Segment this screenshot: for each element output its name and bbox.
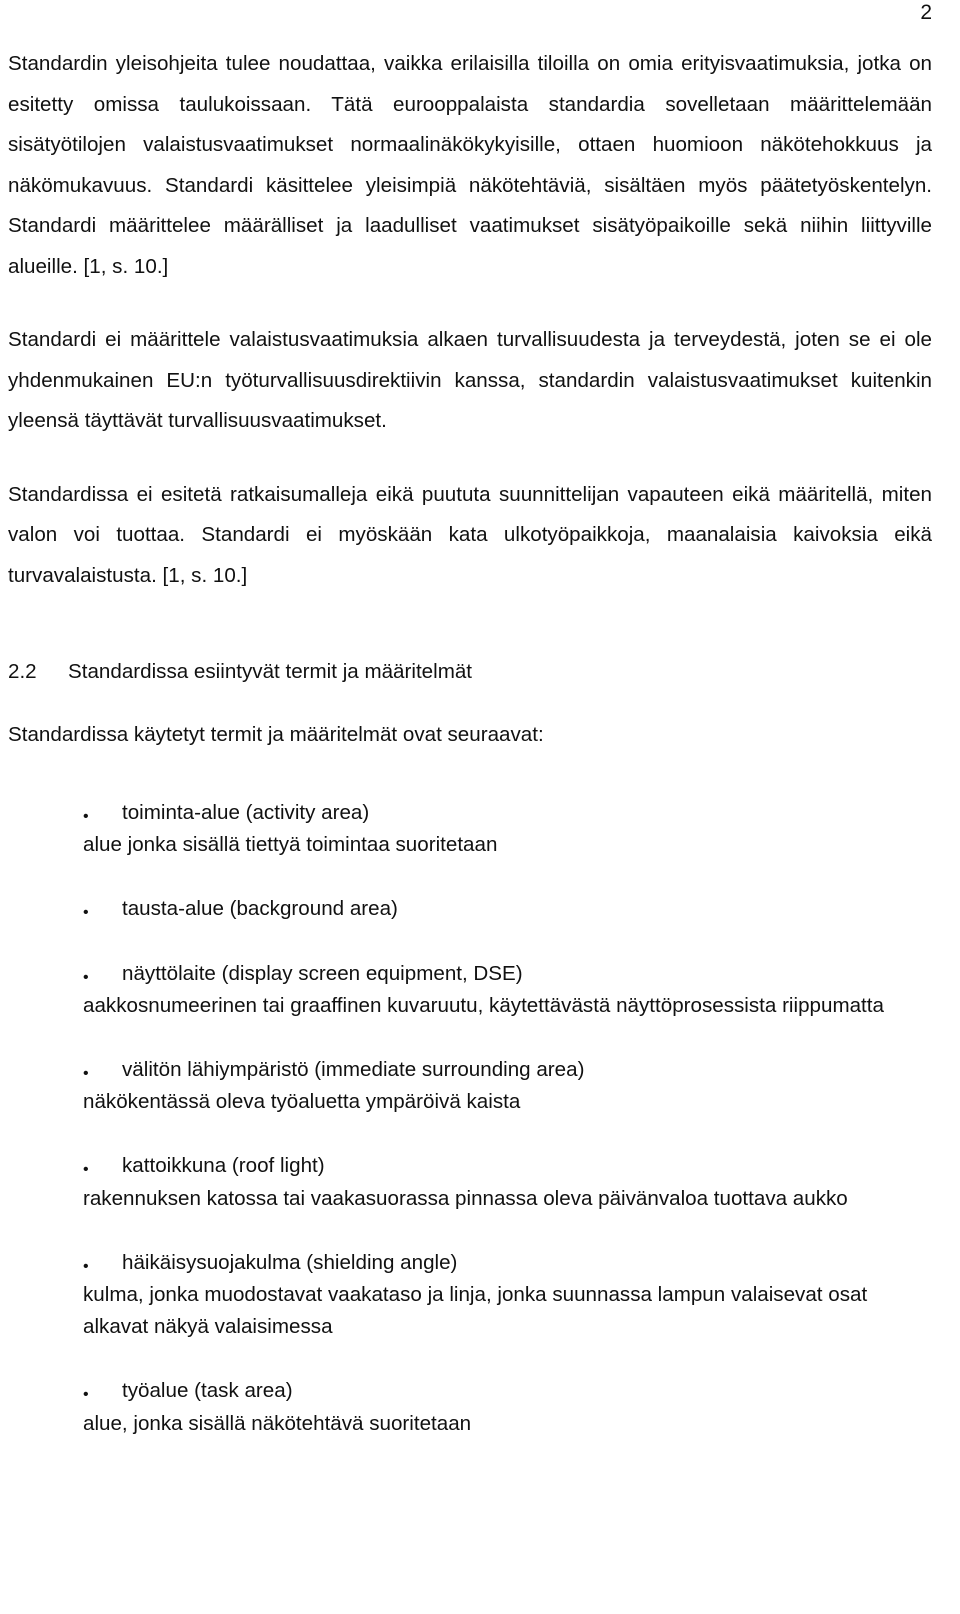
term-title bbox=[83, 1058, 584, 1081]
term-list bbox=[8, 797, 932, 1440]
term-label: häikäisysuojakulma (shielding angle) bbox=[122, 1250, 458, 1274]
term-definition: alue, jonka sisällä näkötehtävä suoritetaan bbox=[83, 1411, 472, 1435]
term-label: välitön lähiympäristö (immediate surrounding area) bbox=[122, 1058, 585, 1082]
term-title bbox=[83, 1379, 293, 1402]
section-title: Standardissa esiintyvät termit ja määritelmät bbox=[68, 660, 473, 683]
bullet-icon: • bbox=[83, 968, 89, 986]
term-label: tausta-alue (background area) bbox=[122, 897, 398, 921]
term-definition: näkökentässä oleva työaluetta ympäröivä kaista bbox=[83, 1090, 521, 1114]
paragraph-safety-note: Standardi ei määrittele valaistusvaatimuksia alkaen turvallisuudesta ja terveydestä, joten se ei ole yhdenmukainen EU:n työturvallisuusdirektiivin kanssa, standardin valaistusvaatimukset kuitenkin yleensä täyttävät turvallisuusvaatimukset. bbox=[8, 328, 932, 432]
section-number: 2.2 bbox=[8, 660, 37, 683]
term-label: kattoikkuna (roof light) bbox=[122, 1154, 325, 1178]
document-body bbox=[8, 44, 932, 1472]
list-item bbox=[83, 1247, 932, 1344]
term-title bbox=[83, 897, 398, 920]
bullet-icon: • bbox=[83, 904, 89, 922]
bullet-icon: • bbox=[83, 1386, 89, 1404]
term-label: toiminta-alue (activity area) bbox=[122, 801, 370, 824]
list-item bbox=[83, 1375, 932, 1439]
bullet-icon: • bbox=[83, 1257, 89, 1275]
term-title bbox=[83, 962, 523, 985]
section-heading bbox=[8, 652, 932, 692]
bullet-icon: • bbox=[83, 1161, 89, 1179]
page-number: 2 bbox=[920, 1, 932, 24]
term-title bbox=[83, 1251, 457, 1274]
term-definition: alue jonka sisällä tiettyä toimintaa suoritetaan bbox=[83, 833, 498, 857]
term-label: työalue (task area) bbox=[122, 1379, 293, 1403]
list-item bbox=[83, 797, 932, 861]
list-item bbox=[83, 958, 932, 1022]
term-label: näyttölaite (display screen equipment, DSE) bbox=[122, 961, 523, 985]
bullet-icon: • bbox=[83, 808, 89, 825]
terms-intro: Standardissa käytetyt termit ja määritelmät ovat seuraavat: bbox=[8, 723, 544, 746]
term-definition: kulma, jonka muodostavat vaakataso ja linja, jonka suunnassa lampun valaisevat osat alkavat näkyä valaisimessa bbox=[83, 1283, 868, 1339]
bullet-icon: • bbox=[83, 1065, 89, 1083]
list-item bbox=[83, 1150, 932, 1214]
term-definition: aakkosnumeerinen tai graaffinen kuvaruutu, käytettävästä näyttöprosessista riippumatta bbox=[83, 993, 884, 1017]
paragraph-exclusions: Standardissa ei esitetä ratkaisumalleja eikä puututa suunnittelijan vapauteen eikä määritellä, miten valon voi tuottaa. Standardi ei myöskään kata ulkotyöpaikkoja, maanalaisia kaivoksia eikä turvavalaistusta. [1, s. 10.] bbox=[8, 482, 932, 587]
term-title bbox=[83, 1154, 325, 1177]
paragraph-standard-scope: Standardin yleisohjeita tulee noudattaa, vaikka erilaisilla tiloilla on omia erityisvaatimuksia, jotka on esitetty omissa taulukoissaan. Tätä eurooppalaista standardia sovelletaan määrittelemään sisätyötilojen valaistusvaatimukset normaalinäkökykyisille, ottaen huomioon näkötehokkuus ja näkömukavuus. Standardi käsittelee yleisimpiä näkötehtäviä, sisältäen myös päätetyöskentelyn. Standardi määrittelee määrälliset ja laadulliset vaatimukset sisätyöpaikoille sekä niihin liittyville alueille. [1, s. 10.] bbox=[8, 52, 932, 278]
list-item bbox=[83, 1054, 932, 1118]
term-definition: rakennuksen katossa tai vaakasuorassa pinnassa oleva päivänvaloa tuottava aukko bbox=[83, 1186, 848, 1210]
term-title bbox=[83, 801, 369, 824]
list-item bbox=[83, 893, 932, 925]
